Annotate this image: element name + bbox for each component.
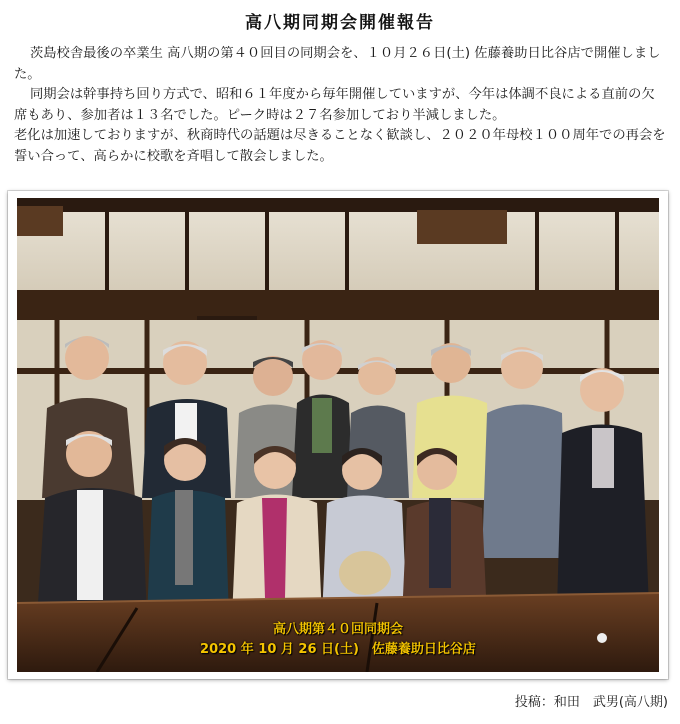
- photo-frame: [8, 191, 668, 679]
- group-photo: [17, 198, 659, 672]
- report-body: [14, 44, 666, 167]
- report-title: 高八期同期会開催報告: [245, 13, 435, 33]
- paragraph-1: 茨島校舎最後の卒業生 高八期の第４０回目の同期会を、１０月２６日(土) 佐藤養助日比谷店で開催しました。: [14, 46, 661, 82]
- photo-caption-title: 高八期第４０回同期会: [272, 622, 403, 637]
- group-photo-illustration: [17, 198, 659, 672]
- paragraph-3: 老化は加速しておりますが、秋商時代の話題は尽きることなく歓談し、２０２０年母校１００周年での再会を誓い合って、高らかに校歌を斉唱して散会しました。: [14, 128, 666, 164]
- paragraph-2: 同期会は幹事持ち回り方式で、昭和６１年度から毎年開催していますが、今年は体調不良による直前の欠席もあり、参加者は１３名でした。ピーク時は２７名参加しており半減しました。: [14, 87, 655, 123]
- photo-caption-date-venue: 2020 年 10 月 26 日(土) 佐藤養助日比谷店: [200, 642, 476, 657]
- author-credit: 投稿：和田 武男(高八期): [514, 695, 668, 710]
